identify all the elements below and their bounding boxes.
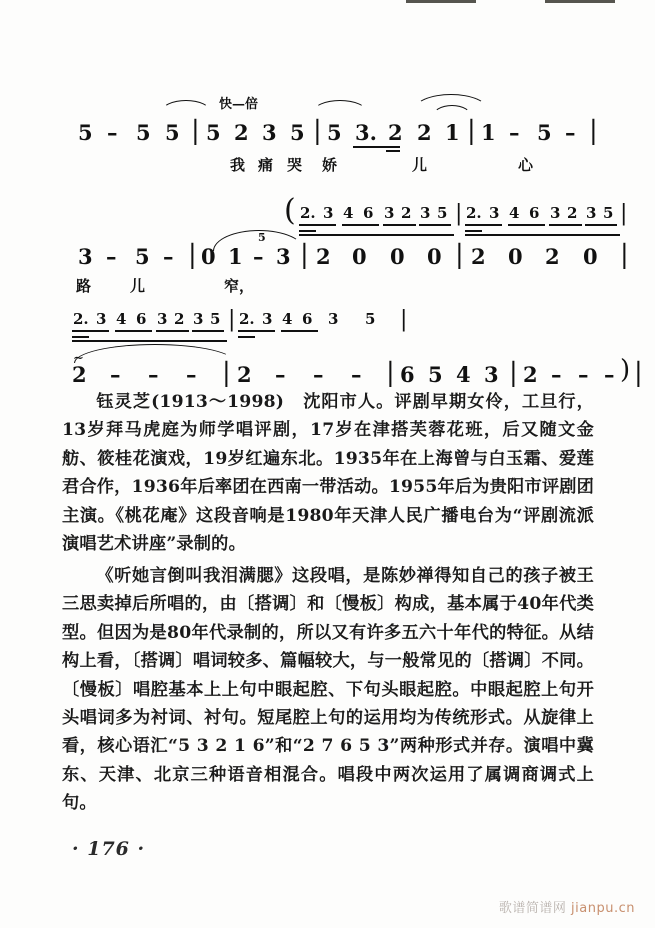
note: 6 [302,310,313,328]
note-dash: – [509,120,520,145]
phrase-paren-open: ( [284,193,296,228]
note: 5 [210,310,221,328]
note: 5 [603,204,614,222]
note: 6 [400,362,415,387]
note-dash: – [148,362,159,387]
note: 5 [537,120,552,145]
barline: | [191,116,200,146]
lyric-syllable: 痛 [258,156,274,174]
lyric-syllable: 路 [76,277,92,295]
performer-years: (1913～1998) [151,392,285,412]
note: 1 [445,120,460,145]
site-watermark [499,897,635,916]
beam-line [353,146,400,148]
barline: | [589,116,598,146]
barline: | [386,358,395,388]
note: 6 [136,310,147,328]
barline: | [300,240,309,270]
beam-line [156,330,189,332]
note: 3 [550,204,561,222]
beam-line [549,224,582,226]
analysis-text: 《听她言倒叫我泪满腮》这段唱，是陈妙禅得知自己的孩子被王三思卖掉后所唱的，由〔搭调〕和〔慢板〕构成，基本属于40年代类型。但因为是80年代录制的，所以又有许多五六十年代的特征。从结构上看，〔搭调〕唱词较多、篇幅较大，与一般常见的〔搭调〕不同。〔慢板〕唱腔基本上上句中眼起腔、下句头眼起腔。中眼起腔上句开头唱词多为衬词、衬句。短尾腔上句的运用均为传统形式。从旋律上看，核心语汇“5 3 2 1 6”和“2 7 6 5 3”两种形式并存。演唱中冀东、天津、北京三种语音相混合。唱段中两次运用了属调商调式上句。 [62,566,594,814]
barline: | [467,116,476,146]
note: 0 [583,244,598,269]
beam-line [238,336,255,338]
lyric-syllable: 哭 [287,156,303,174]
note: 2. [466,204,482,222]
beam-line [72,336,89,338]
note: 2 [567,204,578,222]
note: 4 [282,310,293,328]
note: 2 [388,120,403,145]
note: 3 [489,204,500,222]
note: 2 [72,362,87,387]
barline: | [222,358,231,388]
barline: | [620,240,629,270]
note: 2 [316,244,331,269]
note-dash: – [551,362,562,387]
beam-line [281,330,318,332]
note: 2 [237,362,252,387]
note: 5 [165,120,180,145]
note: 0 [352,244,367,269]
note: 3 [193,310,204,328]
note: 4 [456,362,471,387]
note-dash: – [186,362,197,387]
phrase-paren-close: ) [620,355,631,385]
note: 5 [428,362,443,387]
jianpu-notation [0,88,655,394]
beam-line [585,224,617,226]
note: 4 [343,204,354,222]
note: 2 [471,244,486,269]
note: 0 [427,244,442,269]
biography-body: 沈阳市人。评剧早期女伶，工旦行，13岁拜马虎庭为师学唱评剧，17岁在津搭芙蓉花班，后又随文金舫、筱桂花演戏，19岁红遍东北。1935年在上海曾与白玉霜、爱莲君合作，1936年后率团在西南一带活动。1955年后为贵阳市评剧团主演。《桃花庵》这段音响是1980年天津人民广播电台为“评剧流派演唱艺术讲座”录制的。 [62,392,595,555]
beam-line [72,330,109,332]
note: 3 [420,204,431,222]
note-dash: – [351,362,362,387]
watermark-url: jianpu.cn [571,901,635,916]
barline: | [509,358,518,388]
lyric-syllable: 我 [230,156,246,174]
note: 3 [262,120,277,145]
note: 3 [323,204,334,222]
note: 3 [276,244,291,269]
lyric-syllable: 窄， [224,277,255,295]
biography-paragraph [62,388,594,558]
note-dash: – [275,362,286,387]
barline: | [188,240,197,270]
note: 5 [136,120,151,145]
note: 5 [135,244,150,269]
slur-arc [313,100,367,112]
note: 0 [508,244,523,269]
beam-line [465,230,482,232]
note-dash: – [253,244,264,269]
note-dash: – [578,362,589,387]
lyric-syllable: 儿 [412,156,428,174]
note: 3 [96,310,107,328]
note: 2. [300,204,316,222]
barline: | [455,240,464,270]
note: 3 [328,310,339,328]
crop-mark-right [545,0,615,3]
note: 1 [481,120,496,145]
note-dash: – [106,244,117,269]
note: 3 [78,244,93,269]
barline: | [634,358,643,388]
note: 3 [157,310,168,328]
note: 2 [523,362,538,387]
note: 2. [73,310,89,328]
watermark-site-name: 歌谱简谱网 [498,901,567,916]
note: 2 [401,204,412,222]
beam-line [508,224,545,226]
note: 5 [206,120,221,145]
note: 4 [116,310,127,328]
note-dash: – [163,244,174,269]
phrase-tie [73,344,236,366]
slur-arc [161,100,211,112]
note: 2 [417,120,432,145]
analysis-paragraph [62,562,594,818]
note: 2. [239,310,255,328]
vibrato-mark: ∼ [73,351,84,366]
beam-line [238,330,275,332]
note: 2 [545,244,560,269]
note: 4 [509,204,520,222]
barline: | [313,116,322,146]
barline: | [455,201,463,226]
note: 6 [363,204,374,222]
note-dash: – [313,362,324,387]
biography-text [62,388,594,558]
barline: | [228,307,236,332]
beam-line [342,224,379,226]
beam-line [383,224,416,226]
note-dash: – [604,362,615,387]
note: 0 [201,244,216,269]
score-line-3 [0,294,655,394]
note: 3. [355,120,377,145]
beam-line [72,340,227,342]
note: 5 [365,310,376,328]
note: 3 [262,310,273,328]
score-line-2 [0,184,655,294]
note: 5 [290,120,305,145]
beam-line [386,150,400,152]
note: 5 [78,120,93,145]
note: 5 [327,120,342,145]
note-dash: – [565,120,576,145]
crop-mark-left [406,0,476,3]
note: 2 [234,120,249,145]
lyric-syllable: 心 [518,156,534,174]
note: 6 [529,204,540,222]
performer-name: 钰灵芝 [96,392,152,412]
note-dash: – [107,120,118,145]
page-number: · 176 · [72,838,146,860]
score-line-1 [0,88,655,184]
tempo-mark: 快—倍 [219,97,259,112]
note: 5 [437,204,448,222]
note: 0 [390,244,405,269]
note: 3 [484,362,499,387]
grace-note: 5 [258,231,266,244]
beam-line [299,224,336,226]
note: 2 [174,310,185,328]
note: 3 [586,204,597,222]
beam-line [115,330,152,332]
lyric-syllable: 娇 [322,156,338,174]
barline: | [620,201,628,226]
beam-line [299,234,454,236]
barline: | [400,307,408,332]
note-dash: – [110,362,121,387]
beam-line [465,234,620,236]
note: 3 [384,204,395,222]
beam-line [465,224,502,226]
beam-line [192,330,224,332]
lyric-syllable: 儿 [130,277,146,295]
note: 1 [228,244,243,269]
beam-line [419,224,451,226]
beam-line [299,230,316,232]
